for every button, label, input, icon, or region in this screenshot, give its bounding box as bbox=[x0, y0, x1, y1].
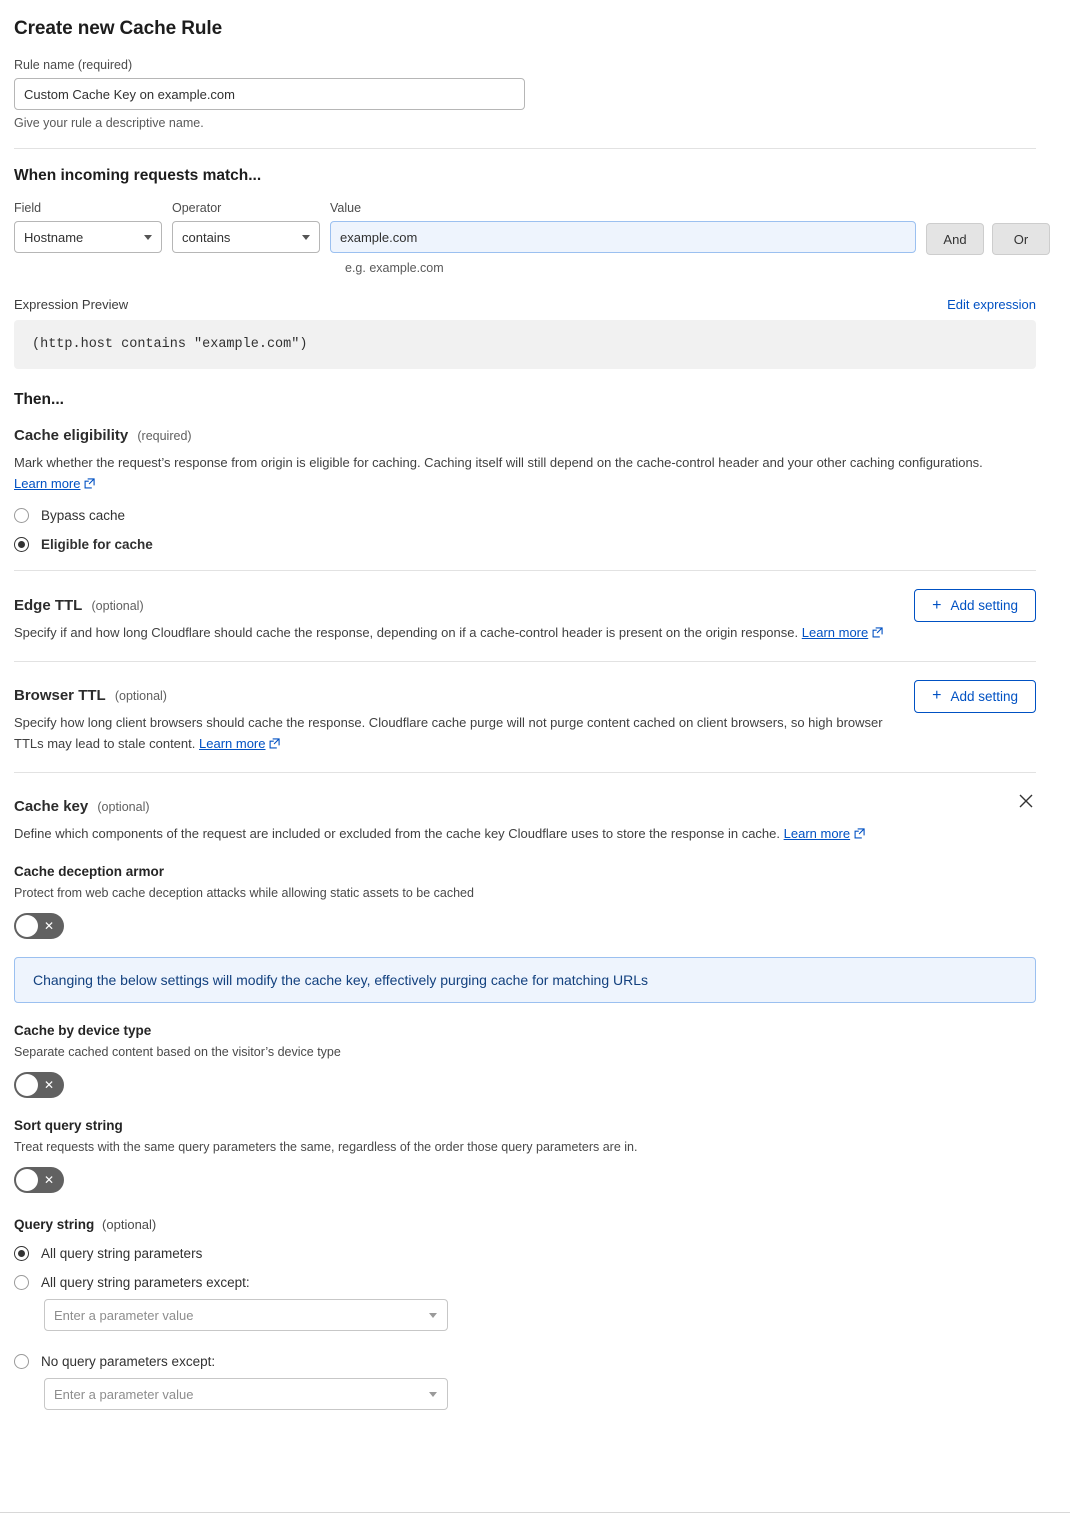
browser-ttl-section bbox=[14, 662, 1036, 755]
logic-buttons bbox=[926, 223, 1050, 255]
cache-key-description-text: Define which components of the request are included or excluded from the cache key Cloudflare uses to store the response in cache. bbox=[14, 826, 780, 842]
operator-select-value: contains bbox=[182, 229, 231, 245]
bottom-divider bbox=[0, 1512, 1070, 1520]
cache-eligibility-section bbox=[14, 409, 1036, 552]
edge-ttl-section bbox=[14, 571, 1036, 643]
cache-eligibility-title bbox=[14, 427, 1036, 444]
or-button[interactable]: Or bbox=[992, 223, 1050, 255]
edit-expression-link[interactable]: Edit expression bbox=[947, 297, 1036, 312]
edge-ttl-description bbox=[14, 622, 894, 643]
field-select-value: Hostname bbox=[24, 229, 84, 245]
cache-deception-armor-toggle[interactable] bbox=[14, 913, 64, 939]
edge-ttl-title bbox=[14, 597, 914, 614]
match-heading: When incoming requests match... bbox=[14, 167, 262, 184]
cache-eligibility-description-text: Mark whether the request’s response from origin is eligible for caching. Caching itself will still depend on the cache-control header and your other caching configurations. bbox=[14, 455, 983, 470]
field-select[interactable] bbox=[14, 221, 162, 253]
sort-query-string-description: Treat requests with the same query parameters the same, regardless of the order those query parameters are in. bbox=[14, 1140, 638, 1155]
rule-name-help: Give your rule a descriptive name. bbox=[14, 116, 204, 130]
cache-deception-armor-title: Cache deception armor bbox=[14, 864, 165, 880]
chevron-down-icon bbox=[429, 1313, 437, 1318]
cache-key-description bbox=[14, 823, 1014, 844]
value-hint: e.g. example.com bbox=[345, 261, 444, 275]
browser-ttl-header bbox=[14, 680, 1036, 755]
radio-icon-selected bbox=[14, 1246, 29, 1261]
radio-no-query-parameters-except-label: No query parameters except: bbox=[41, 1354, 216, 1370]
toggle-knob bbox=[16, 915, 38, 937]
expression-header bbox=[14, 297, 1036, 312]
cache-eligibility-description bbox=[14, 452, 1014, 494]
rule-name-input[interactable] bbox=[14, 78, 525, 110]
sort-query-string-toggle[interactable] bbox=[14, 1167, 64, 1193]
cache-key-optional: (optional) bbox=[97, 800, 150, 815]
browser-ttl-title-text: Browser TTL bbox=[14, 687, 106, 705]
cache-by-device-type-description: Separate cached content based on the visitor’s device type bbox=[14, 1045, 341, 1060]
expression-label: Expression Preview bbox=[14, 297, 129, 312]
operator-label: Operator bbox=[172, 201, 222, 215]
close-icon[interactable] bbox=[1016, 791, 1036, 811]
chevron-down-icon bbox=[429, 1392, 437, 1397]
browser-ttl-optional: (optional) bbox=[114, 689, 167, 704]
field-column bbox=[14, 201, 162, 253]
browser-ttl-title bbox=[14, 687, 914, 704]
all-except-parameter-placeholder: Enter a parameter value bbox=[54, 1307, 194, 1323]
radio-icon bbox=[14, 1354, 29, 1369]
radio-eligible-for-cache-label: Eligible for cache bbox=[41, 537, 153, 553]
toggle-off-icon: ✕ bbox=[43, 1173, 54, 1188]
cache-eligibility-learn-more[interactable]: Learn more bbox=[14, 476, 81, 492]
external-link-icon bbox=[872, 627, 883, 638]
browser-ttl-description-text: Specify how long client browsers should cache the response. Cloudflare cache purge will not purge content cached on client browsers, so high browser TTLs may lead to stale content. bbox=[14, 715, 883, 752]
browser-ttl-add-setting-label: Add setting bbox=[950, 688, 1018, 704]
divider bbox=[14, 148, 1036, 149]
radio-all-query-string-parameters[interactable] bbox=[14, 1246, 1036, 1261]
external-link-icon bbox=[854, 828, 865, 839]
edge-ttl-add-setting-button[interactable] bbox=[914, 589, 1036, 622]
cache-key-header bbox=[14, 791, 1036, 815]
and-button[interactable]: And bbox=[926, 223, 984, 255]
browser-ttl-add-setting-button[interactable] bbox=[914, 680, 1036, 713]
toggle-off-icon: ✕ bbox=[43, 919, 54, 934]
chevron-down-icon bbox=[144, 235, 152, 240]
edge-ttl-header bbox=[14, 589, 1036, 643]
cache-eligibility-title-text: Cache eligibility bbox=[14, 427, 129, 444]
cache-eligibility-required: (required) bbox=[137, 429, 192, 443]
radio-icon-selected bbox=[14, 537, 29, 552]
value-input[interactable] bbox=[330, 221, 916, 253]
query-string-title-text: Query string bbox=[14, 1217, 95, 1233]
query-string-optional: (optional) bbox=[102, 1217, 157, 1233]
field-label: Field bbox=[14, 201, 42, 215]
toggle-off-icon: ✕ bbox=[43, 1078, 54, 1093]
radio-no-query-parameters-except[interactable] bbox=[14, 1354, 1036, 1369]
chevron-down-icon bbox=[302, 235, 310, 240]
cache-deception-armor-description: Protect from web cache deception attacks while allowing static assets to be cached bbox=[14, 886, 474, 901]
cache-key-learn-more[interactable]: Learn more bbox=[783, 826, 851, 842]
radio-bypass-cache[interactable] bbox=[14, 508, 1036, 523]
no-except-parameter-placeholder: Enter a parameter value bbox=[54, 1386, 194, 1402]
cache-key-section bbox=[14, 773, 1036, 1410]
edge-ttl-description-text: Specify if and how long Cloudflare should cache the response, depending on if a cache-control header is present on the origin response. bbox=[14, 624, 799, 640]
match-row bbox=[14, 201, 1036, 255]
cache-key-notice: Changing the below settings will modify the cache key, effectively purging cache for matching URLs bbox=[14, 957, 1036, 1003]
value-label: Value bbox=[330, 201, 362, 215]
radio-bypass-cache-label: Bypass cache bbox=[41, 508, 126, 524]
radio-eligible-for-cache[interactable] bbox=[14, 537, 1036, 552]
expression-preview: (http.host contains "example.com") bbox=[14, 320, 1036, 369]
browser-ttl-description bbox=[14, 712, 894, 754]
radio-icon bbox=[14, 508, 29, 523]
rule-name-label: Rule name (required) bbox=[14, 58, 133, 72]
no-except-parameter-select[interactable] bbox=[44, 1378, 448, 1410]
plus-icon: + bbox=[932, 596, 942, 614]
edge-ttl-optional: (optional) bbox=[91, 598, 144, 613]
plus-icon: + bbox=[932, 687, 942, 705]
cache-key-title-text: Cache key bbox=[14, 798, 89, 816]
edge-ttl-add-setting-label: Add setting bbox=[950, 598, 1018, 614]
browser-ttl-learn-more[interactable]: Learn more bbox=[199, 736, 266, 752]
value-column bbox=[330, 201, 916, 253]
radio-all-query-string-parameters-except[interactable] bbox=[14, 1275, 1036, 1290]
radio-all-query-string-parameters-label: All query string parameters bbox=[41, 1246, 203, 1262]
operator-column bbox=[172, 201, 320, 253]
external-link-icon bbox=[84, 478, 95, 489]
radio-all-query-string-parameters-except-label: All query string parameters except: bbox=[41, 1275, 250, 1291]
cache-by-device-type-title: Cache by device type bbox=[14, 1023, 152, 1039]
query-string-title bbox=[14, 1217, 1036, 1232]
toggle-knob bbox=[16, 1074, 38, 1096]
operator-select[interactable] bbox=[172, 221, 320, 253]
external-link-icon bbox=[269, 738, 280, 749]
cache-by-device-type-toggle[interactable] bbox=[14, 1072, 64, 1098]
page-title: Create new Cache Rule bbox=[14, 18, 223, 39]
edge-ttl-learn-more[interactable]: Learn more bbox=[801, 624, 869, 640]
cache-key-title bbox=[14, 798, 1016, 815]
radio-icon bbox=[14, 1275, 29, 1290]
edge-ttl-title-text: Edge TTL bbox=[14, 596, 83, 614]
rule-name-group bbox=[14, 58, 1036, 130]
toggle-knob bbox=[16, 1169, 38, 1191]
all-except-parameter-select[interactable] bbox=[44, 1299, 448, 1331]
then-heading: Then... bbox=[14, 391, 64, 408]
sort-query-string-title: Sort query string bbox=[14, 1118, 123, 1134]
